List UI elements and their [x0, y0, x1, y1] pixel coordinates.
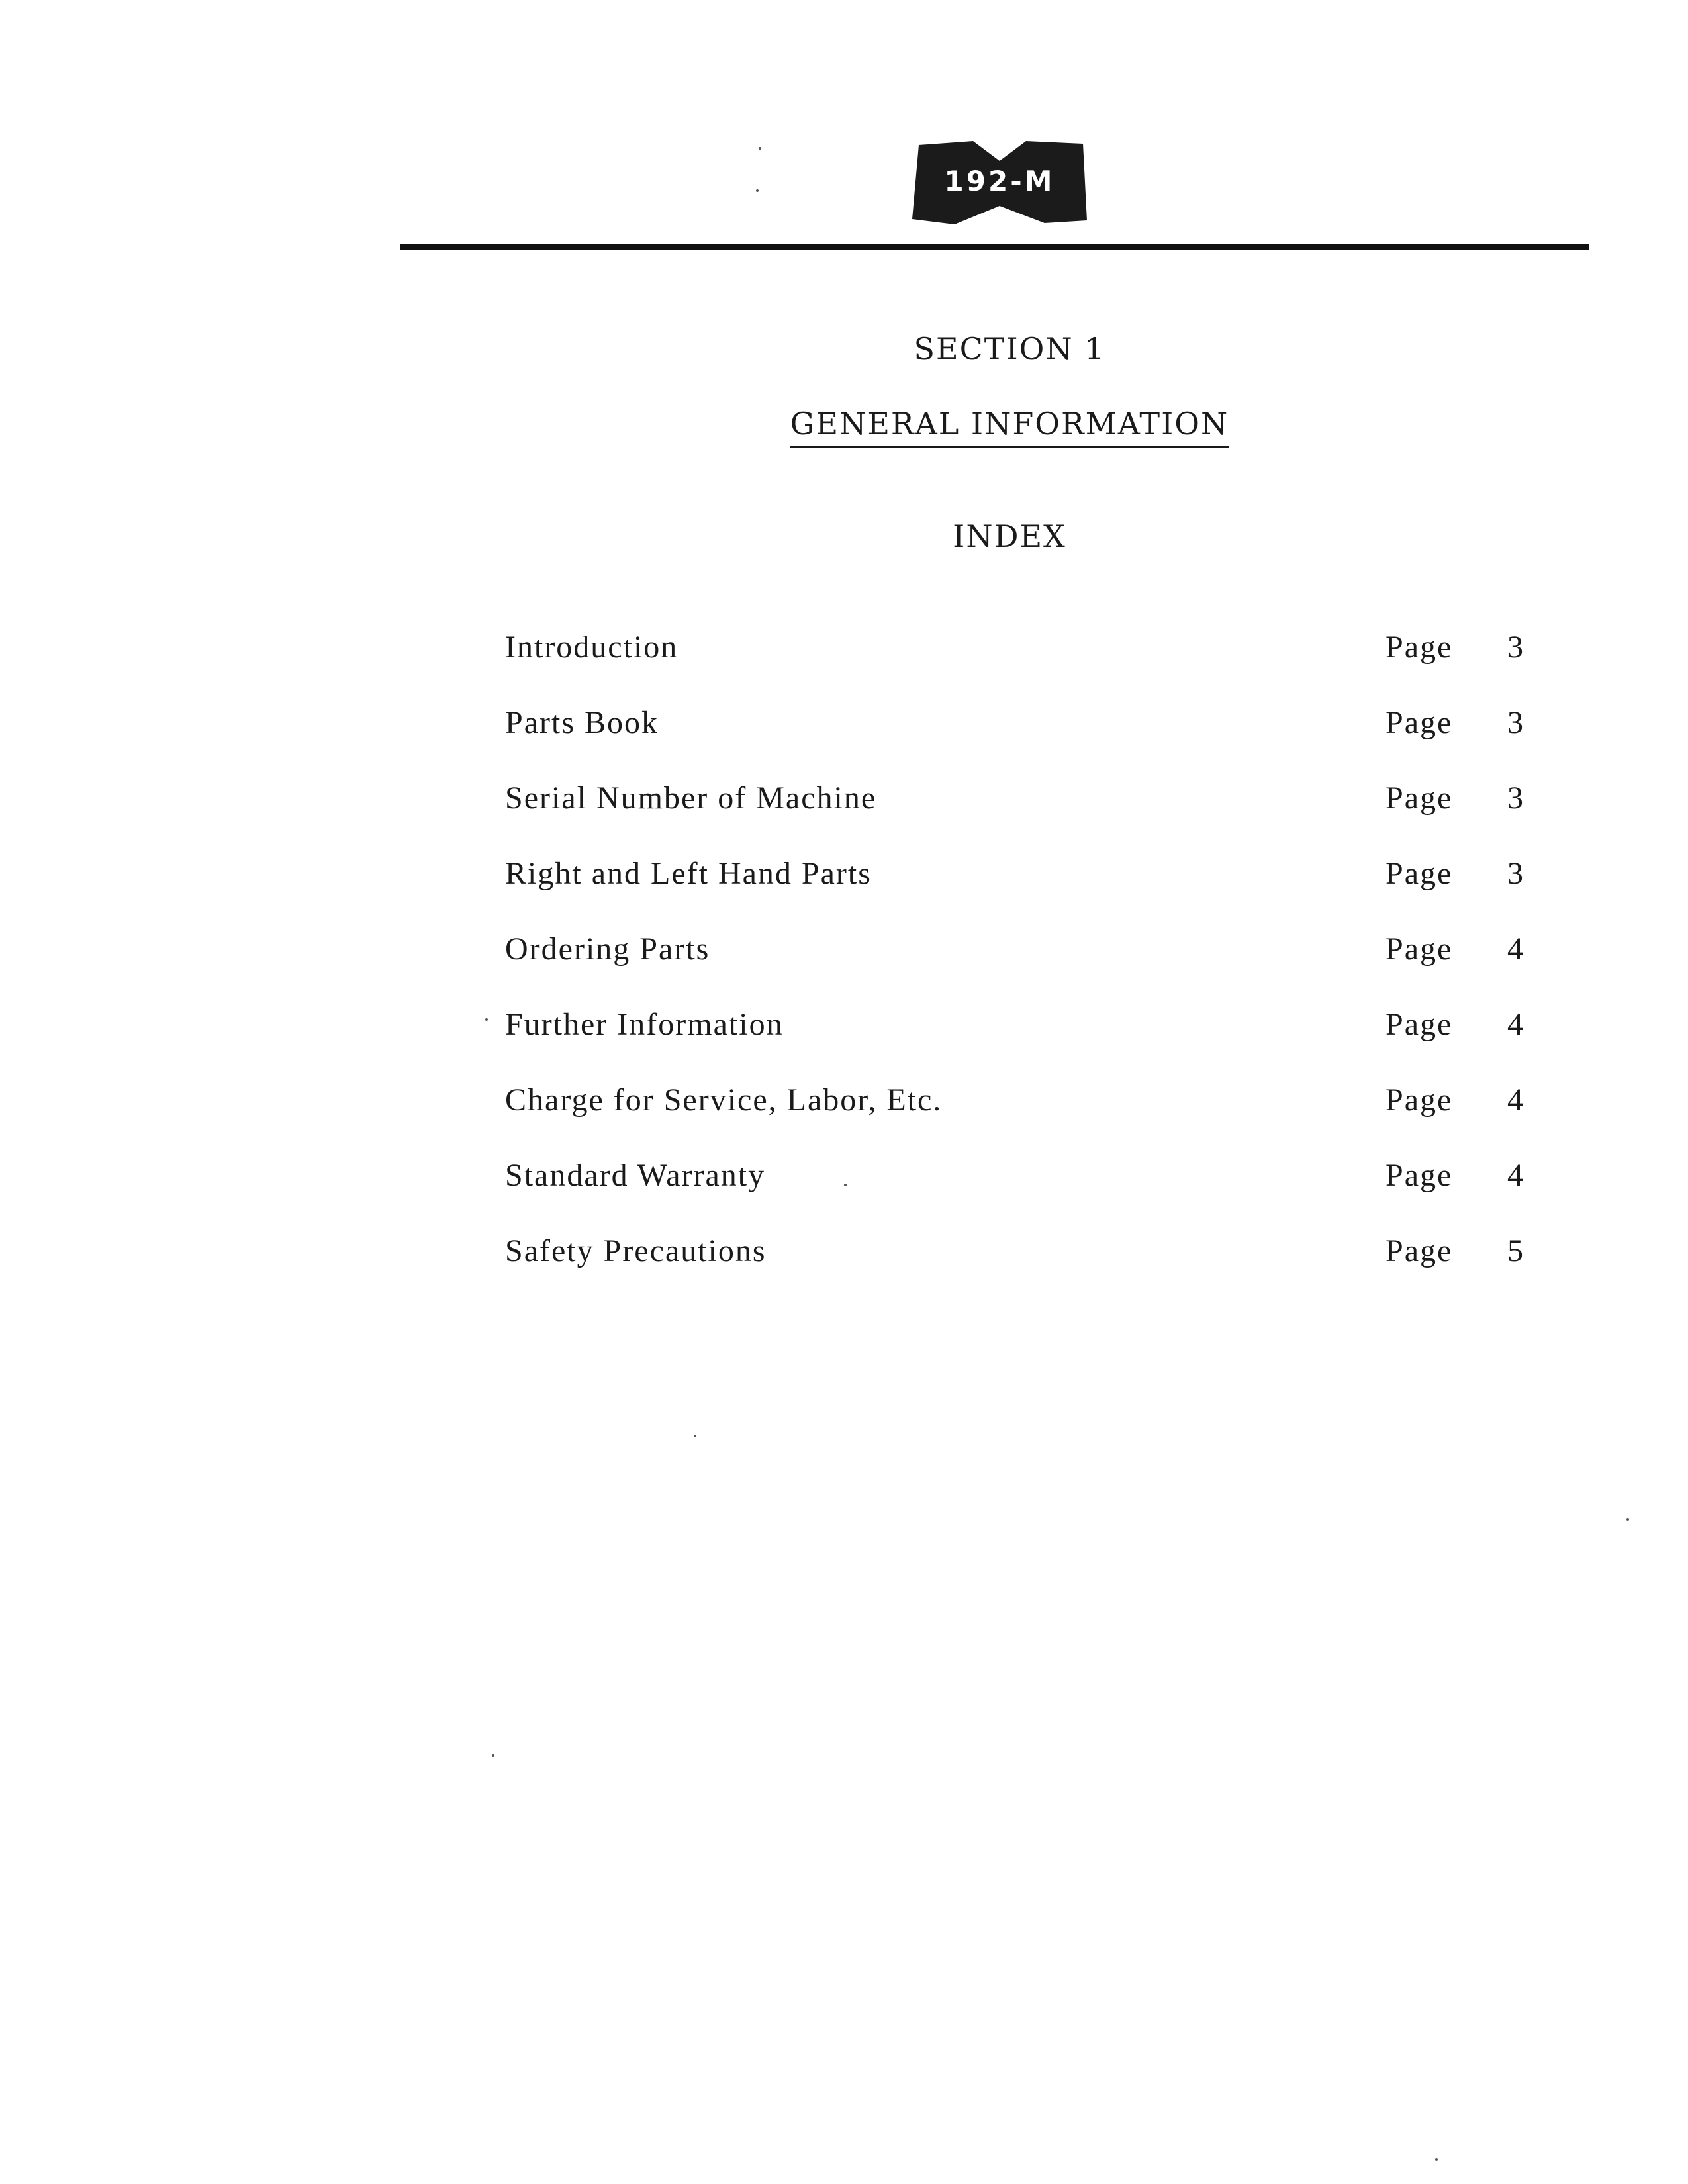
index-entry-page-number: 4 — [1507, 1158, 1524, 1193]
index-entry — [505, 1082, 1524, 1157]
index-entry-title: Safety Precautions — [505, 1233, 767, 1268]
index-entry — [505, 704, 1524, 780]
index-entry — [505, 931, 1524, 1006]
index-entry — [505, 629, 1524, 704]
index-heading: INDEX — [953, 518, 1066, 554]
index-entry-page-word: Page — [1385, 856, 1453, 891]
index-entry-title: Parts Book — [505, 705, 659, 740]
scan-speck — [694, 1435, 696, 1437]
index-entry-page-number: 5 — [1507, 1233, 1524, 1268]
index-entry-title: Introduction — [505, 630, 679, 665]
index-entry-page-number: 3 — [1507, 781, 1524, 816]
index-entry-page-word: Page — [1385, 1158, 1453, 1193]
index-entry — [505, 780, 1524, 855]
index-entry-page-word: Page — [1385, 705, 1453, 740]
scan-speck — [844, 1184, 847, 1186]
index-entry-title: Serial Number of Machine — [505, 781, 877, 816]
index-entry-title: Ordering Parts — [505, 931, 710, 967]
index-entry — [505, 1006, 1524, 1082]
index-entry-page-number: 3 — [1507, 705, 1524, 740]
index-entry-page-word: Page — [1385, 931, 1453, 967]
index-entry-page-number: 3 — [1507, 856, 1524, 891]
index-entry-page-word: Page — [1385, 781, 1453, 816]
index-entry-page-word: Page — [1385, 1007, 1453, 1042]
section-label: SECTION 1 — [914, 331, 1105, 367]
index-entry-title: Right and Left Hand Parts — [505, 856, 872, 891]
index-list — [505, 629, 1524, 1308]
index-entry-title: Charge for Service, Labor, Etc. — [505, 1082, 943, 1117]
index-entry-page-word: Page — [1385, 1082, 1453, 1117]
scan-speck — [756, 189, 759, 192]
logo-model-number: 192-M — [944, 165, 1055, 197]
index-entry — [505, 1233, 1524, 1308]
index-entry-page-number: 3 — [1507, 630, 1524, 665]
section-title-text: GENERAL INFORMATION — [790, 406, 1229, 448]
index-entry — [505, 855, 1524, 931]
section-title — [712, 406, 1307, 442]
index-entry — [505, 1157, 1524, 1233]
index-entry-page-word: Page — [1385, 1233, 1453, 1268]
manual-logo — [912, 141, 1087, 224]
scan-speck — [759, 147, 761, 150]
scan-speck — [1435, 2158, 1438, 2161]
scan-speck — [1626, 1518, 1629, 1521]
index-entry-page-number: 4 — [1507, 1007, 1524, 1042]
scan-speck — [485, 1018, 488, 1021]
index-entry-page-number: 4 — [1507, 931, 1524, 967]
index-entry-title: Further Information — [505, 1007, 784, 1042]
index-entry-page-word: Page — [1385, 630, 1453, 665]
header-rule — [400, 244, 1589, 250]
scan-speck — [492, 1754, 494, 1757]
index-entry-title: Standard Warranty — [505, 1158, 766, 1193]
index-entry-page-number: 4 — [1507, 1082, 1524, 1117]
